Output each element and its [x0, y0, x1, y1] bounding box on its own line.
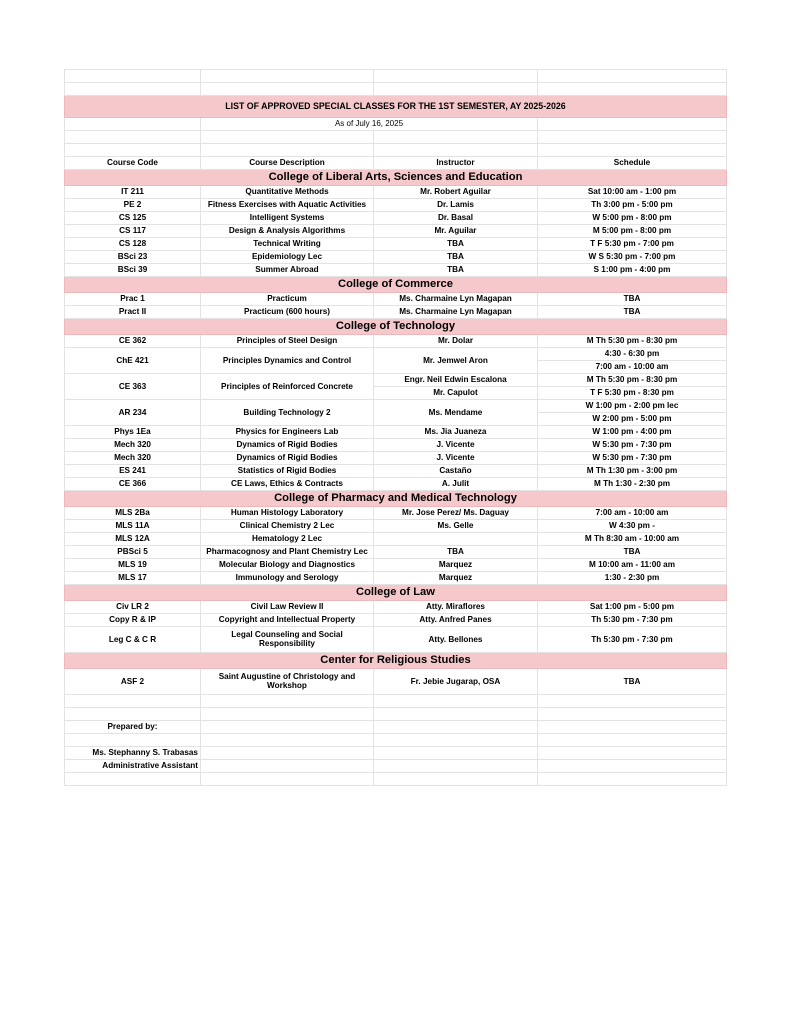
table-row — [65, 374, 727, 387]
spreadsheet — [64, 69, 726, 786]
course-description: Immunology and Serology — [201, 572, 374, 585]
course-description: Hematology 2 Lec — [201, 533, 374, 546]
schedule: T F 5:30 pm - 8:30 pm — [538, 387, 727, 400]
course-description: Technical Writing — [201, 238, 374, 251]
course-description: Design & Analysis Algorithms — [201, 225, 374, 238]
table-row — [65, 614, 727, 627]
schedule: 1:30 - 2:30 pm — [538, 572, 727, 585]
schedule: W 5:30 pm - 7:30 pm — [538, 452, 727, 465]
course-description: Clinical Chemistry 2 Lec — [201, 520, 374, 533]
instructor: TBA — [374, 546, 538, 559]
course-code: MLS 11A — [65, 520, 201, 533]
course-code: CE 362 — [65, 335, 201, 348]
instructor: TBA — [374, 251, 538, 264]
instructor: Ms. Mendame — [374, 400, 538, 426]
course-description: Dynamics of Rigid Bodies — [201, 439, 374, 452]
schedule: M Th 5:30 pm - 8:30 pm — [538, 374, 727, 387]
preparer-name: Ms. Stephanny S. Trabasas — [65, 747, 201, 760]
section-title: College of Technology — [65, 319, 727, 335]
blank-row — [65, 131, 727, 144]
instructor: Mr. Robert Aguilar — [374, 186, 538, 199]
table-row — [65, 186, 727, 199]
instructor: Mr. Jose Perez/ Ms. Daguay — [374, 507, 538, 520]
as-of-row — [65, 118, 727, 131]
schedule: TBA — [538, 546, 727, 559]
table-row — [65, 546, 727, 559]
table-row — [65, 264, 727, 277]
table-row — [65, 669, 727, 695]
course-description: Legal Counseling and Social Responsibility — [201, 627, 374, 653]
course-description: Physics for Engineers Lab — [201, 426, 374, 439]
schedule: W S 5:30 pm - 7:00 pm — [538, 251, 727, 264]
schedule: W 5:30 pm - 7:30 pm — [538, 439, 727, 452]
schedule: M Th 1:30 pm - 3:00 pm — [538, 465, 727, 478]
table-row — [65, 533, 727, 546]
schedule: W 1:00 pm - 2:00 pm lec — [538, 400, 727, 413]
table-row — [65, 212, 727, 225]
course-code: ES 241 — [65, 465, 201, 478]
course-code: PE 2 — [65, 199, 201, 212]
table-row — [65, 452, 727, 465]
section-title: College of Liberal Arts, Sciences and Education — [65, 170, 727, 186]
blank-row — [65, 83, 727, 96]
instructor: Mr. Dolar — [374, 335, 538, 348]
instructor: Ms. Charmaine Lyn Magapan — [374, 293, 538, 306]
document-title: LIST OF APPROVED SPECIAL CLASSES FOR THE 1ST SEMESTER, AY 2025-2026 — [65, 96, 727, 118]
schedule: Sat 1:00 pm - 5:00 pm — [538, 601, 727, 614]
section-header-row — [65, 653, 727, 669]
section-title: Center for Religious Studies — [65, 653, 727, 669]
course-code: CS 117 — [65, 225, 201, 238]
course-code: CE 366 — [65, 478, 201, 491]
schedule: W 1:00 pm - 4:00 pm — [538, 426, 727, 439]
course-code: Mech 320 — [65, 452, 201, 465]
table-row — [65, 426, 727, 439]
header-course-code: Course Code — [65, 157, 201, 170]
instructor: TBA — [374, 238, 538, 251]
course-description: Practicum (600 hours) — [201, 306, 374, 319]
table-row — [65, 507, 727, 520]
course-code: MLS 17 — [65, 572, 201, 585]
schedule: S 1:00 pm - 4:00 pm — [538, 264, 727, 277]
course-description: Pharmacognosy and Plant Chemistry Lec — [201, 546, 374, 559]
schedule: 7:00 am - 10:00 am — [538, 361, 727, 374]
instructor: Mr. Aguilar — [374, 225, 538, 238]
table-row — [65, 465, 727, 478]
header-instructor: Instructor — [374, 157, 538, 170]
course-code: PBSci 5 — [65, 546, 201, 559]
instructor: Marquez — [374, 559, 538, 572]
instructor: Mr. Capulot — [374, 387, 538, 400]
instructor: Atty. Anfred Panes — [374, 614, 538, 627]
course-code: MLS 19 — [65, 559, 201, 572]
table-row — [65, 225, 727, 238]
table-row — [65, 439, 727, 452]
schedule: W 5:00 pm - 8:00 pm — [538, 212, 727, 225]
table-row — [65, 572, 727, 585]
schedule: M 10:00 am - 11:00 am — [538, 559, 727, 572]
instructor: Atty. Miraflores — [374, 601, 538, 614]
course-code: AR 234 — [65, 400, 201, 426]
course-code: ASF 2 — [65, 669, 201, 695]
course-description: Intelligent Systems — [201, 212, 374, 225]
instructor: Engr. Neil Edwin Escalona — [374, 374, 538, 387]
instructor: Fr. Jebie Jugarap, OSA — [374, 669, 538, 695]
prepared-by-label: Prepared by: — [65, 721, 201, 734]
schedule: Th 5:30 pm - 7:30 pm — [538, 614, 727, 627]
course-description: Practicum — [201, 293, 374, 306]
course-code: BSci 39 — [65, 264, 201, 277]
instructor: Dr. Basal — [374, 212, 538, 225]
table-row — [65, 627, 727, 653]
table-row — [65, 478, 727, 491]
course-code: ChE 421 — [65, 348, 201, 374]
instructor: A. Julit — [374, 478, 538, 491]
course-description: Quantitative Methods — [201, 186, 374, 199]
course-description: Statistics of Rigid Bodies — [201, 465, 374, 478]
section-header-row — [65, 319, 727, 335]
as-of-date: As of July 16, 2025 — [201, 118, 538, 131]
header-course-description: Course Description — [201, 157, 374, 170]
course-code: Prac 1 — [65, 293, 201, 306]
instructor: Atty. Bellones — [374, 627, 538, 653]
blank-row — [65, 773, 727, 786]
table-row — [65, 348, 727, 361]
special-classes-table — [64, 69, 727, 786]
schedule: Sat 10:00 am - 1:00 pm — [538, 186, 727, 199]
instructor: J. Vicente — [374, 439, 538, 452]
schedule: M Th 8:30 am - 10:00 am — [538, 533, 727, 546]
schedule: M 5:00 pm - 8:00 pm — [538, 225, 727, 238]
course-description: CE Laws, Ethics & Contracts — [201, 478, 374, 491]
blank-row — [65, 708, 727, 721]
course-code: IT 211 — [65, 186, 201, 199]
schedule: TBA — [538, 306, 727, 319]
course-description: Dynamics of Rigid Bodies — [201, 452, 374, 465]
blank-row — [65, 70, 727, 83]
course-code: BSci 23 — [65, 251, 201, 264]
instructor: TBA — [374, 264, 538, 277]
section-title: College of Pharmacy and Medical Technology — [65, 491, 727, 507]
course-description: Principles of Reinforced Concrete — [201, 374, 374, 400]
instructor: Ms. Gelle — [374, 520, 538, 533]
footer-row — [65, 721, 727, 734]
course-description: Building Technology 2 — [201, 400, 374, 426]
schedule: T F 5:30 pm - 7:00 pm — [538, 238, 727, 251]
course-description: Saint Augustine of Christology and Workshop — [201, 669, 374, 695]
table-row — [65, 400, 727, 413]
instructor: Castaño — [374, 465, 538, 478]
course-code: CS 125 — [65, 212, 201, 225]
title-row — [65, 96, 727, 118]
course-code: Civ LR 2 — [65, 601, 201, 614]
table-row — [65, 199, 727, 212]
table-row — [65, 559, 727, 572]
course-description: Epidemiology Lec — [201, 251, 374, 264]
preparer-position: Administrative Assistant — [65, 760, 201, 773]
table-row — [65, 335, 727, 348]
section-title: College of Commerce — [65, 277, 727, 293]
schedule: W 4:30 pm - — [538, 520, 727, 533]
footer-row — [65, 760, 727, 773]
blank-row — [65, 734, 727, 747]
schedule: W 2:00 pm - 5:00 pm — [538, 413, 727, 426]
course-description: Civil Law Review II — [201, 601, 374, 614]
blank-row — [65, 695, 727, 708]
course-description: Summer Abroad — [201, 264, 374, 277]
header-row — [65, 157, 727, 170]
schedule: 7:00 am - 10:00 am — [538, 507, 727, 520]
schedule: Th 5:30 pm - 7:30 pm — [538, 627, 727, 653]
table-row — [65, 293, 727, 306]
schedule: M Th 1:30 - 2:30 pm — [538, 478, 727, 491]
instructor: Ms. Charmaine Lyn Magapan — [374, 306, 538, 319]
course-description: Copyright and Intellectual Property — [201, 614, 374, 627]
blank-row — [65, 144, 727, 157]
table-row — [65, 251, 727, 264]
course-description: Principles of Steel Design — [201, 335, 374, 348]
course-code: MLS 12A — [65, 533, 201, 546]
header-schedule: Schedule — [538, 157, 727, 170]
section-header-row — [65, 277, 727, 293]
course-code: Mech 320 — [65, 439, 201, 452]
schedule: Th 3:00 pm - 5:00 pm — [538, 199, 727, 212]
table-row — [65, 520, 727, 533]
course-code: CE 363 — [65, 374, 201, 400]
section-title: College of Law — [65, 585, 727, 601]
footer-row — [65, 747, 727, 760]
course-code: Phys 1Ea — [65, 426, 201, 439]
table-row — [65, 238, 727, 251]
section-header-row — [65, 170, 727, 186]
schedule: M Th 5:30 pm - 8:30 pm — [538, 335, 727, 348]
table-row — [65, 601, 727, 614]
course-code: Copy R & IP — [65, 614, 201, 627]
schedule: TBA — [538, 293, 727, 306]
schedule: TBA — [538, 669, 727, 695]
instructor: J. Vicente — [374, 452, 538, 465]
instructor: Marquez — [374, 572, 538, 585]
course-code: CS 128 — [65, 238, 201, 251]
schedule: 4:30 - 6:30 pm — [538, 348, 727, 361]
instructor — [374, 533, 538, 546]
instructor: Dr. Lamis — [374, 199, 538, 212]
course-code: MLS 2Ba — [65, 507, 201, 520]
course-code: Pract II — [65, 306, 201, 319]
table-row — [65, 306, 727, 319]
course-description: Principles Dynamics and Control — [201, 348, 374, 374]
course-description: Human Histology Laboratory — [201, 507, 374, 520]
section-header-row — [65, 585, 727, 601]
course-code: Leg C & C R — [65, 627, 201, 653]
instructor: Ms. Jia Juaneza — [374, 426, 538, 439]
section-header-row — [65, 491, 727, 507]
course-description: Fitness Exercises with Aquatic Activities — [201, 199, 374, 212]
instructor: Mr. Jemwel Aron — [374, 348, 538, 374]
course-description: Molecular Biology and Diagnostics — [201, 559, 374, 572]
